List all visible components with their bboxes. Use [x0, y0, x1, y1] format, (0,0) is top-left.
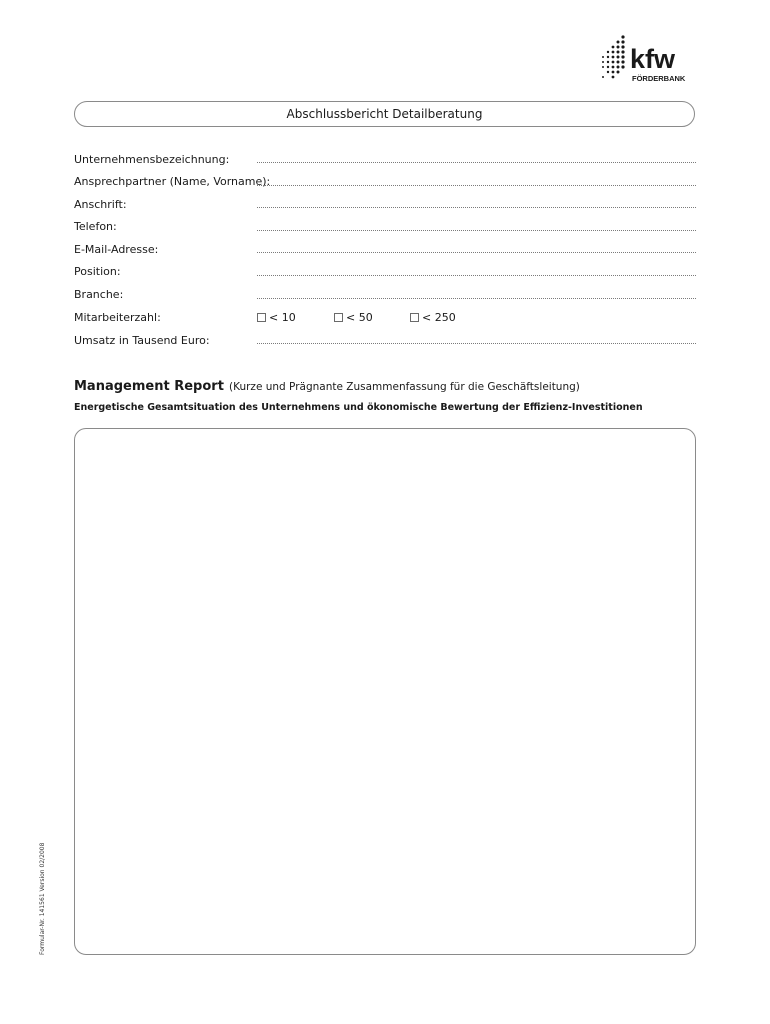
field-line-address[interactable]: [257, 207, 696, 208]
logo-wordmark: kfw: [630, 44, 676, 74]
dot-matrix-icon: [598, 34, 628, 84]
field-label-contact: Ansprechpartner (Name, Vorname):: [74, 175, 271, 188]
page-title-text: Abschlussbericht Detailberatung: [286, 107, 483, 121]
field-line-email[interactable]: [257, 252, 696, 253]
field-label-phone: Telefon:: [74, 220, 117, 233]
field-label-revenue: Umsatz in Tausend Euro:: [74, 334, 210, 347]
field-label-industry: Branche:: [74, 288, 124, 301]
report-text-area[interactable]: [74, 428, 696, 955]
field-line-revenue[interactable]: [257, 343, 696, 344]
employees-option-250[interactable]: [410, 311, 456, 324]
management-report-heading: [74, 375, 580, 394]
logo-subline: FÖRDERBANK: [632, 74, 686, 83]
field-label-email: E-Mail-Adresse:: [74, 243, 159, 256]
checkbox-icon[interactable]: [334, 313, 343, 322]
field-line-industry[interactable]: [257, 298, 696, 299]
kfw-logo: [598, 34, 702, 84]
field-line-phone[interactable]: [257, 230, 696, 231]
employees-option-label: < 50: [346, 311, 373, 324]
employees-option-50[interactable]: [334, 311, 373, 324]
form-id-note: Formular-Nr. 141561 Version 02/2008: [39, 842, 46, 955]
field-label-employees: Mitarbeiterzahl:: [74, 311, 161, 324]
employees-option-label: < 10: [269, 311, 296, 324]
checkbox-icon[interactable]: [257, 313, 266, 322]
field-label-company: Unternehmensbezeichnung:: [74, 153, 230, 166]
management-report-title: Management Report: [74, 379, 224, 394]
employees-option-label: < 250: [422, 311, 456, 324]
field-line-company[interactable]: [257, 162, 696, 163]
field-line-contact[interactable]: [257, 185, 696, 186]
page-title: [74, 101, 695, 127]
management-report-note: (Kurze und Prägnante Zusammenfassung für die Geschäftsleitung): [229, 381, 580, 393]
checkbox-icon[interactable]: [410, 313, 419, 322]
field-label-address: Anschrift:: [74, 198, 127, 211]
employees-option-10[interactable]: [257, 311, 296, 324]
management-report-subheading: Energetische Gesamtsituation des Unternehmens und ökonomische Bewertung der Effizienz-Investitionen: [74, 402, 643, 413]
field-label-position: Position:: [74, 265, 121, 278]
field-line-position[interactable]: [257, 275, 696, 276]
